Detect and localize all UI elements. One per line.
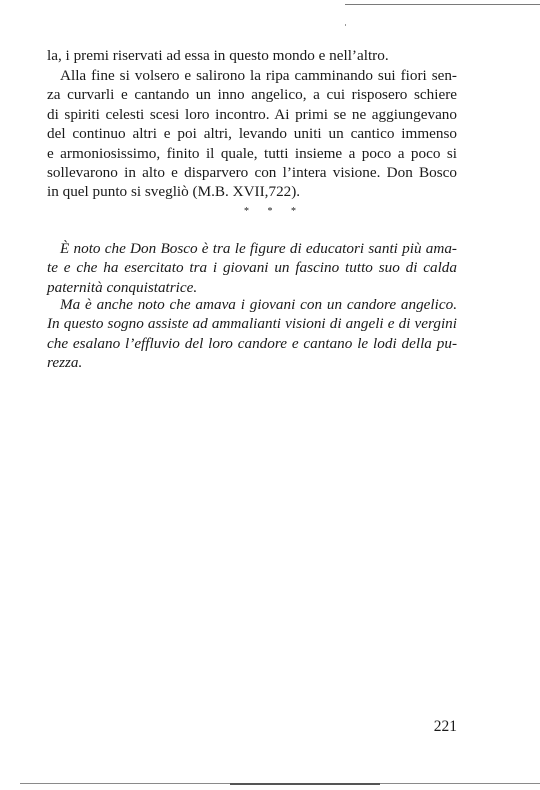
commentary-paragraph-2 <box>47 295 457 373</box>
scan-speck <box>345 24 346 26</box>
text-line: e armoniosissimo, finito il quale, tutti insieme a poco a poco si <box>47 144 457 162</box>
top-border-line <box>345 4 540 5</box>
text-line: paternità conquistatrice. <box>47 278 198 296</box>
text-line: In questo sogno assiste ad ammalianti visioni di angeli e di vergini <box>47 315 457 333</box>
text-line: di spiriti celesti scesi loro incontro. Ai primi se ne aggiungevano <box>47 105 457 123</box>
section-separator: * * * <box>244 206 304 217</box>
bottom-border-shadow <box>230 783 380 785</box>
commentary-paragraph-1 <box>47 239 457 297</box>
text-line: che esalano l’effluvio del loro candore e cantano le lodi della pu- <box>47 334 457 352</box>
text-line: la, i premi riservati ad essa in questo mondo e nell’altro. <box>47 47 389 64</box>
text-line: del continuo altri e poi altri, levando uniti un cantico immenso <box>47 125 457 143</box>
paragraph-continuation <box>47 46 457 65</box>
text-line: sollevarono in alto e disparvero con l’intera visione. Don Bosco <box>47 164 457 182</box>
text-line: te e che ha esercitato tra i giovani un fascino tutto suo di calda <box>47 259 457 277</box>
text-line: È noto che Don Bosco è tra le figure di educatori santi più ama- <box>60 240 457 257</box>
text-line: Alla fine si volsero e salirono la ripa camminando sui fiori sen- <box>60 67 457 84</box>
paragraph-narrative <box>47 66 457 202</box>
text-line: rezza. <box>47 354 83 372</box>
page-number: 221 <box>433 718 457 735</box>
text-line: Ma è anche noto che amava i giovani con un candore angelico. <box>60 296 457 313</box>
text-line: za curvarli e cantando un inno angelico, a cui risposero schiere <box>47 86 457 104</box>
text-line: in quel punto si svegliò (M.B. XVII,722). <box>47 183 301 201</box>
